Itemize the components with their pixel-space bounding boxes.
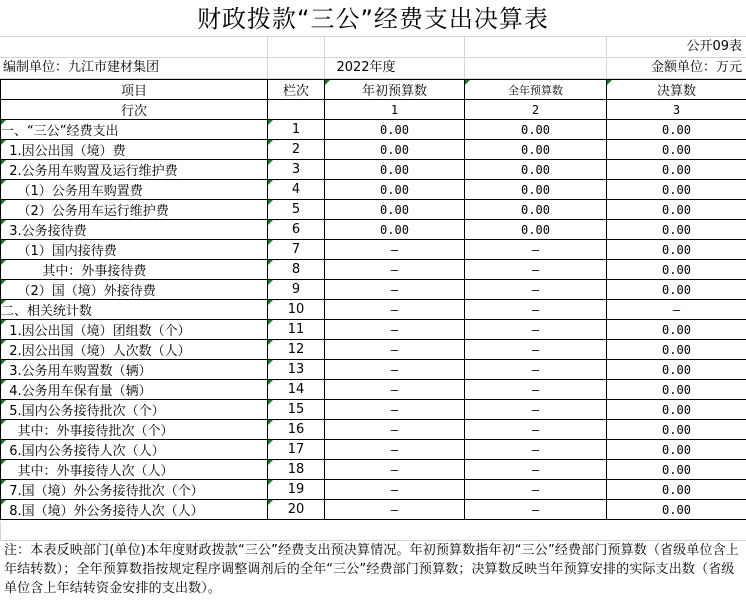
row-initial-budget: — bbox=[325, 440, 465, 460]
table-row bbox=[1, 280, 746, 300]
row-full-year-budget: — bbox=[465, 380, 607, 400]
row-item: 4.公务用车保有量（辆） bbox=[1, 380, 268, 400]
row-initial-budget: 0.00 bbox=[325, 180, 465, 200]
table-row bbox=[1, 200, 746, 220]
row-line: 15 bbox=[268, 400, 325, 420]
row-item: 其中：外事接待费 bbox=[1, 260, 268, 280]
row-item: 其中：外事接待批次（个） bbox=[1, 420, 268, 440]
row-initial-budget: — bbox=[325, 300, 465, 320]
expense-table bbox=[0, 79, 746, 520]
row-final: 0.00 bbox=[607, 440, 746, 460]
row-item: 7.国（境）外公务接待批次（个） bbox=[1, 480, 268, 500]
table-row bbox=[1, 400, 746, 420]
row-final: 0.00 bbox=[607, 480, 746, 500]
row-full-year-budget: — bbox=[465, 460, 607, 480]
row-line: 14 bbox=[268, 380, 325, 400]
row-item: 1.因公出国（境）团组数（个） bbox=[1, 320, 268, 340]
row-full-year-budget: — bbox=[465, 400, 607, 420]
row-line: 7 bbox=[268, 240, 325, 260]
row-final: 0.00 bbox=[607, 420, 746, 440]
row-item: 5.国内公务接待批次（个） bbox=[1, 400, 268, 420]
row-final: 0.00 bbox=[607, 140, 746, 160]
row-initial-budget: — bbox=[325, 280, 465, 300]
index-row bbox=[1, 100, 746, 120]
row-initial-budget: — bbox=[325, 480, 465, 500]
row-item: 二、相关统计数 bbox=[1, 300, 268, 320]
row-item: 3.公务用车购置数（辆） bbox=[1, 360, 268, 380]
row-full-year-budget: 0.00 bbox=[465, 140, 607, 160]
table-row bbox=[1, 420, 746, 440]
row-final: 0.00 bbox=[607, 120, 746, 140]
row-initial-budget: — bbox=[325, 360, 465, 380]
row-final: 0.00 bbox=[607, 360, 746, 380]
row-full-year-budget: — bbox=[465, 420, 607, 440]
row-full-year-budget: 0.00 bbox=[465, 180, 607, 200]
row-line: 11 bbox=[268, 320, 325, 340]
index-line-empty bbox=[268, 100, 325, 120]
table-row bbox=[1, 440, 746, 460]
org-label: 编制单位：九江市建材集团 bbox=[3, 60, 160, 75]
table-row bbox=[1, 160, 746, 180]
row-line: 3 bbox=[268, 160, 325, 180]
table-code: 公开09表 bbox=[686, 39, 742, 54]
table-row bbox=[1, 340, 746, 360]
row-final: 0.00 bbox=[607, 200, 746, 220]
table-row bbox=[1, 220, 746, 240]
table-row bbox=[1, 480, 746, 500]
table-title: 财政拨款“三公”经费支出决算表 bbox=[0, 0, 746, 37]
row-initial-budget: — bbox=[325, 340, 465, 360]
index-label: 行次 bbox=[1, 100, 268, 120]
row-full-year-budget: — bbox=[465, 240, 607, 260]
row-line: 8 bbox=[268, 260, 325, 280]
table-row bbox=[1, 360, 746, 380]
table-row bbox=[1, 260, 746, 280]
row-final: 0.00 bbox=[607, 380, 746, 400]
row-line: 5 bbox=[268, 200, 325, 220]
row-initial-budget: — bbox=[325, 380, 465, 400]
index-col-3: 3 bbox=[607, 100, 746, 120]
table-row bbox=[1, 460, 746, 480]
row-final: — bbox=[607, 300, 746, 320]
header-row bbox=[1, 80, 746, 100]
row-line: 9 bbox=[268, 280, 325, 300]
row-item: 1.因公出国（境）费 bbox=[1, 140, 268, 160]
row-item: （1）国内接待费 bbox=[1, 240, 268, 260]
row-item: 其中：外事接待人次（人） bbox=[1, 460, 268, 480]
row-item: （2）公务用车运行维护费 bbox=[1, 200, 268, 220]
header-initial-budget: 年初预算数 bbox=[325, 80, 465, 100]
row-initial-budget: — bbox=[325, 260, 465, 280]
row-initial-budget: — bbox=[325, 320, 465, 340]
row-item: （1）公务用车购置费 bbox=[1, 180, 268, 200]
row-initial-budget: — bbox=[325, 460, 465, 480]
row-item: 3.公务接待费 bbox=[1, 220, 268, 240]
row-item: 8.国（境）外公务接待人次（人） bbox=[1, 500, 268, 520]
table-row bbox=[1, 380, 746, 400]
row-item: 2.公务用车购置及运行维护费 bbox=[1, 160, 268, 180]
row-full-year-budget: — bbox=[465, 440, 607, 460]
table-row bbox=[1, 120, 746, 140]
row-line: 12 bbox=[268, 340, 325, 360]
row-line: 16 bbox=[268, 420, 325, 440]
row-line: 20 bbox=[268, 500, 325, 520]
row-final: 0.00 bbox=[607, 280, 746, 300]
row-initial-budget: — bbox=[325, 420, 465, 440]
index-col-1: 1 bbox=[325, 100, 465, 120]
row-full-year-budget: — bbox=[465, 300, 607, 320]
row-line: 18 bbox=[268, 460, 325, 480]
money-unit: 金额单位：万元 bbox=[650, 60, 742, 75]
row-initial-budget: — bbox=[325, 240, 465, 260]
row-item: （2）国（境）外接待费 bbox=[1, 280, 268, 300]
row-line: 19 bbox=[268, 480, 325, 500]
header-item: 项目 bbox=[1, 80, 268, 100]
row-initial-budget: — bbox=[325, 500, 465, 520]
table-row bbox=[1, 140, 746, 160]
fiscal-year: 2022年度 bbox=[336, 60, 396, 75]
table-row bbox=[1, 180, 746, 200]
header-final: 决算数 bbox=[607, 80, 746, 100]
row-final: 0.00 bbox=[607, 160, 746, 180]
row-initial-budget: 0.00 bbox=[325, 200, 465, 220]
row-full-year-budget: — bbox=[465, 260, 607, 280]
row-line: 4 bbox=[268, 180, 325, 200]
row-item: 6.国内公务接待人次（人） bbox=[1, 440, 268, 460]
table-row bbox=[1, 240, 746, 260]
row-full-year-budget: 0.00 bbox=[465, 220, 607, 240]
row-final: 0.00 bbox=[607, 460, 746, 480]
row-final: 0.00 bbox=[607, 400, 746, 420]
row-full-year-budget: 0.00 bbox=[465, 160, 607, 180]
table-footnote: 注：本表反映部门(单位)本年度财政拨款“三公”经费支出预决算情况。年初预算数指年初“三公”经费部门预算数（省级单位含上年结转数）；全年预算数指按规定程序调整调剂后的全年“三公”经费部门预算数；决算数反映当年预算安排的实际支出数（省级单位含上年结转资金安排的支出数）。 bbox=[4, 543, 739, 596]
row-full-year-budget: — bbox=[465, 500, 607, 520]
row-full-year-budget: 0.00 bbox=[465, 200, 607, 220]
blank-sheet-row bbox=[0, 521, 746, 541]
table-row bbox=[1, 500, 746, 520]
row-full-year-budget: — bbox=[465, 360, 607, 380]
table-row bbox=[1, 320, 746, 340]
header-full-year-budget: 全年预算数 bbox=[465, 80, 607, 100]
row-initial-budget: 0.00 bbox=[325, 160, 465, 180]
table-row bbox=[1, 300, 746, 320]
row-full-year-budget: 0.00 bbox=[465, 120, 607, 140]
row-initial-budget: 0.00 bbox=[325, 120, 465, 140]
row-final: 0.00 bbox=[607, 180, 746, 200]
row-line: 2 bbox=[268, 140, 325, 160]
row-item: 2.因公出国（境）人次数（人） bbox=[1, 340, 268, 360]
row-final: 0.00 bbox=[607, 220, 746, 240]
row-item: 一、“三公”经费支出 bbox=[1, 120, 268, 140]
index-col-2: 2 bbox=[465, 100, 607, 120]
row-line: 6 bbox=[268, 220, 325, 240]
row-initial-budget: 0.00 bbox=[325, 220, 465, 240]
header-line: 栏次 bbox=[268, 80, 325, 100]
row-line: 1 bbox=[268, 120, 325, 140]
row-final: 0.00 bbox=[607, 240, 746, 260]
row-final: 0.00 bbox=[607, 500, 746, 520]
row-full-year-budget: — bbox=[465, 340, 607, 360]
row-full-year-budget: — bbox=[465, 280, 607, 300]
row-full-year-budget: — bbox=[465, 320, 607, 340]
row-line: 13 bbox=[268, 360, 325, 380]
row-final: 0.00 bbox=[607, 320, 746, 340]
row-line: 17 bbox=[268, 440, 325, 460]
row-line: 10 bbox=[268, 300, 325, 320]
row-initial-budget: 0.00 bbox=[325, 140, 465, 160]
row-final: 0.00 bbox=[607, 340, 746, 360]
row-final: 0.00 bbox=[607, 260, 746, 280]
row-initial-budget: — bbox=[325, 400, 465, 420]
row-full-year-budget: — bbox=[465, 480, 607, 500]
